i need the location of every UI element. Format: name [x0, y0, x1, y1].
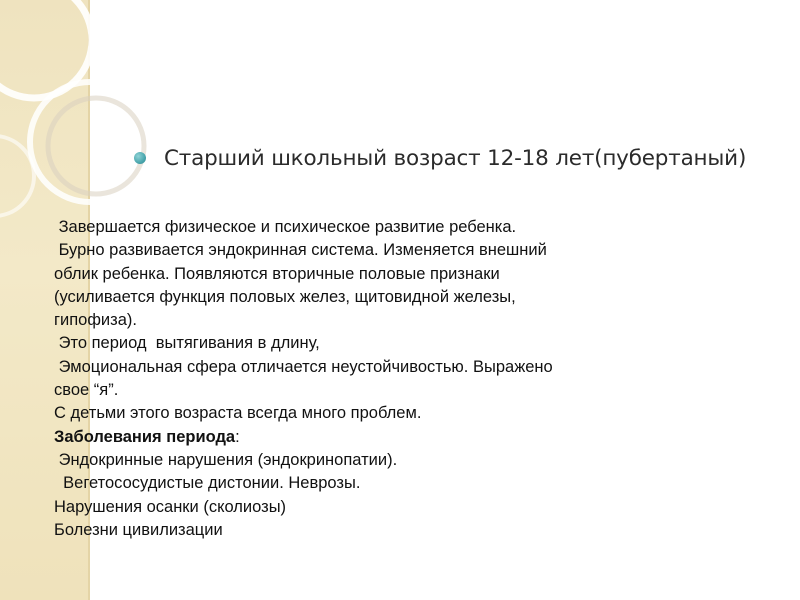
body-line: гипофиза). [54, 311, 137, 330]
body-line: (усиливается функция половых желез, щитовидной железы, [54, 287, 516, 306]
body-line: свое “я”. [54, 381, 119, 400]
bullet-icon [134, 152, 146, 164]
disease-line: Болезни цивилизации [54, 520, 223, 539]
body-line: Бурно развивается эндокринная система. Изменяется внешний [54, 241, 547, 260]
decorative-ring-shadow [48, 98, 144, 194]
body-line: Завершается физическое и психическое развитие ребенка. [54, 218, 517, 236]
disease-line: Нарушения осанки (сколиозы) [54, 497, 287, 516]
disease-line: Вегетососудистые дистонии. Неврозы. [54, 474, 361, 493]
diseases-heading: Заболевания периода [54, 427, 236, 446]
body-line: облик ребенка. Появляются вторичные половые признаки [54, 264, 500, 283]
body-line: Это период вытягивания в длину, [54, 334, 320, 353]
diseases-heading-colon: : [235, 427, 240, 446]
slide-body [54, 216, 694, 542]
diseases-heading-line [54, 426, 694, 449]
disease-line: Эндокринные нарушения (эндокринопатии). [54, 450, 398, 469]
decorative-rings [0, 0, 200, 240]
title-bullet-row [134, 138, 746, 178]
slide-title: Старший школьный возраст 12-18 лет(пубертаный) [164, 145, 747, 171]
body-line: С детьми этого возраста всегда много проблем. [54, 404, 422, 423]
body-line: Эмоциональная сфера отличается неустойчивостью. Выражено [54, 357, 553, 376]
